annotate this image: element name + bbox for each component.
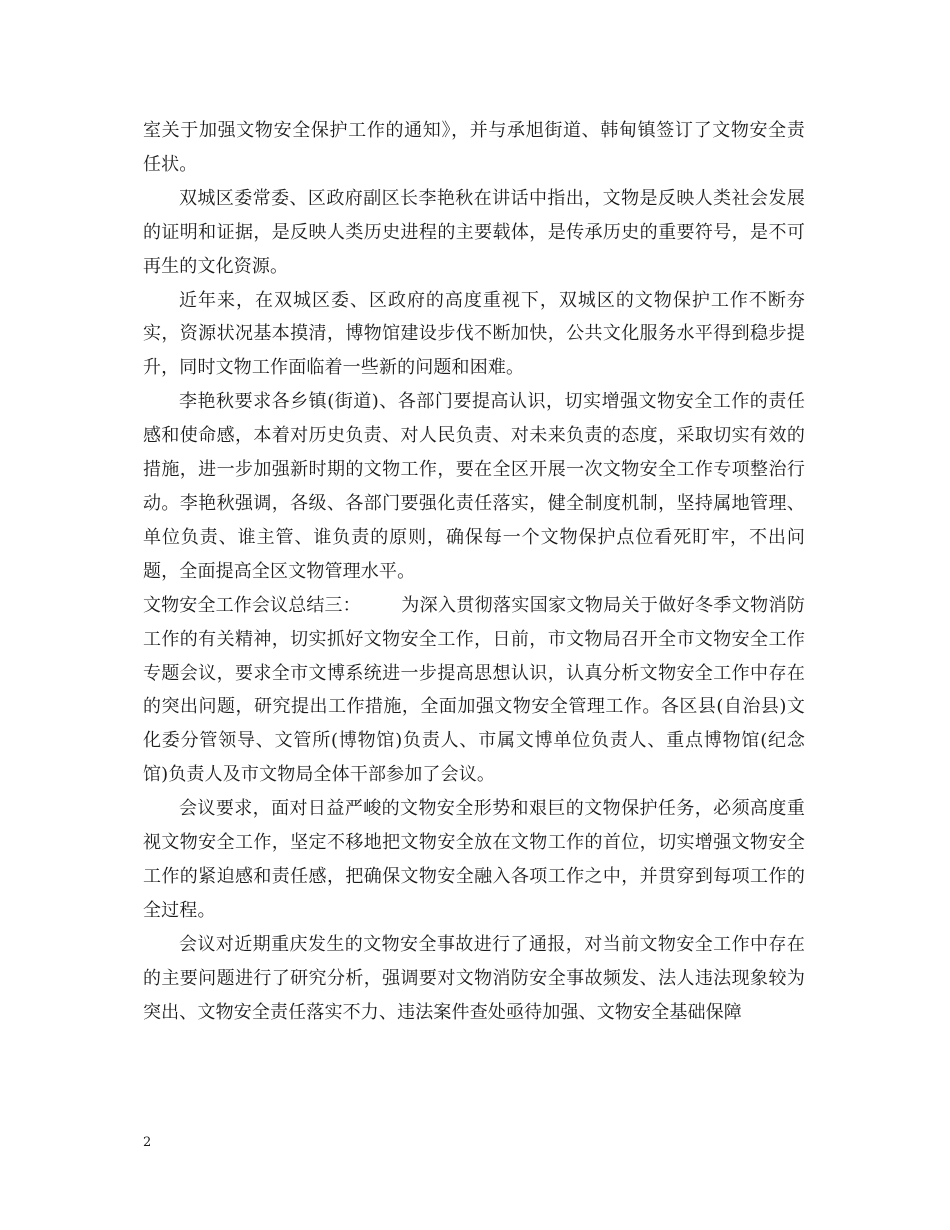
paragraph-3: 近年来，在双城区委、区政府的高度重视下，双城区的文物保护工作不断夯实，资源状况基本摸清，博物馆建设步伐不断加快，公共文化服务水平得到稳步提升，同时文物工作面临着一些新的问题和困难。: [143, 289, 805, 379]
paragraph-2: 双城区委常委、区政府副区长李艳秋在讲话中指出，文物是反映人类社会发展的证明和证据，是反映人类历史进程的主要载体，是传承历史的重要符号，是不可再生的文化资源。: [143, 187, 805, 277]
page-number: 2: [143, 1135, 152, 1150]
paragraph-4: 李艳秋要求各乡镇(街道)、各部门要提高认识，切实增强文物安全工作的责任感和使命感，本着对历史负责、对人民负责、对未来负责的态度，采取切实有效的措施，进一步加强新时期的文物工作，要在全区开展一次文物安全工作专项整治行动。李艳秋强调，各级、各部门要强化责任落实，健全制度机制，坚持属地管理、单位负责、谁主管、谁负责的原则，确保每一个文物保护点位看死盯牢，不出问题，全面提高全区文物管理水平。: [143, 391, 805, 582]
document-body: [143, 114, 805, 1029]
section-text: 为深入贯彻落实国家文物局关于做好冬季文物消防工作的有关精神，切实抓好文物安全工作，日前，市文物局召开全市文物安全工作专题会议，要求全市文博系统进一步提高思想认识，认真分析文物安全工作中存在的突出问题，研究提出工作措施，全面加强文物安全管理工作。各区县(自治县)文化委分管领导、文管所(博物馆)负责人、市属文博单位负责人、重点博物馆(纪念馆)负责人及市文物局全体干部参加了会议。: [143, 594, 805, 786]
section-heading: 文物安全工作会议总结三：: [143, 594, 361, 616]
paragraph-6: 会议对近期重庆发生的文物安全事故进行了通报，对当前文物安全工作中存在的主要问题进行了研究分析，强调要对文物消防安全事故频发、法人违法现象较为突出、文物安全责任落实不力、违法案件查处亟待加强、文物安全基础保障: [143, 933, 805, 1023]
section-paragraph: [143, 589, 805, 792]
paragraph-5: 会议要求，面对日益严峻的文物安全形势和艰巨的文物保护任务，必须高度重视文物安全工作，坚定不移地把文物安全放在文物工作的首位，切实增强文物安全工作的紧迫感和责任感，把确保文物安全融入各项工作之中，并贯穿到每项工作的全过程。: [143, 798, 805, 921]
paragraph-1: 室关于加强文物安全保护工作的通知》，并与承旭街道、韩甸镇签订了文物安全责任状。: [143, 120, 805, 175]
